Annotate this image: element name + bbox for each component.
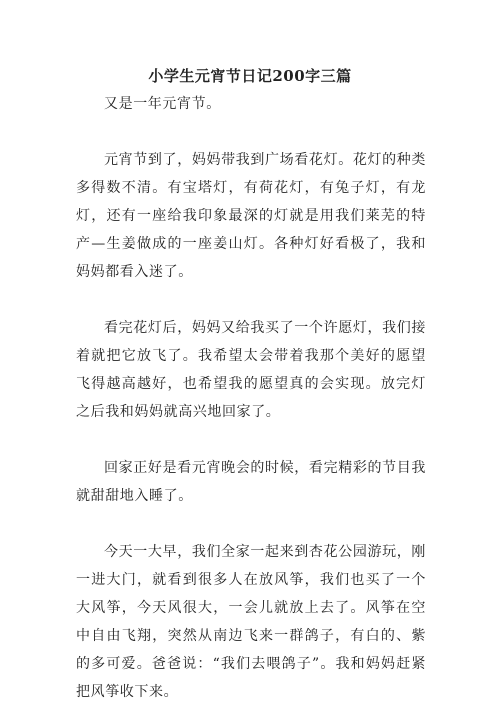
document-body <box>76 90 426 706</box>
document-title: 小学生元宵节日记200字三篇 <box>148 67 352 85</box>
paragraph-5: 今天一大早，我们全家一起来到杏花公园游玩，刚一进大门，就看到很多人在放风筝，我们也买了一个大风筝，今天风很大，一会儿就放上去了。风筝在空中自由飞翔，突然从南边飞来一群鸽子，有白的、紫的多可爱。爸爸说：“我们去喂鸽子”。我和妈妈赶紧把风筝收下来。 <box>76 544 426 700</box>
paragraph-1: 又是一年元宵节。 <box>104 96 221 112</box>
paragraph-3: 看完花灯后，妈妈又给我买了一个许愿灯，我们接着就把它放飞了。我希望太会带着我那个美好的愿望飞得越高越好，也希望我的愿望真的会实现。放完灯之后我和妈妈就高兴地回家了。 <box>76 320 426 420</box>
paragraph-4: 回家正好是看元宵晚会的时候，看完精彩的节目我就甜甜地入睡了。 <box>76 460 426 504</box>
paragraph-2: 元宵节到了，妈妈带我到广场看花灯。花灯的种类多得数不清。有宝塔灯，有荷花灯，有兔子灯，有龙灯，还有一座给我印象最深的灯就是用我们莱芜的特产—生姜做成的一座姜山灯。各种灯好看极了，我和妈妈都看入迷了。 <box>76 152 426 280</box>
